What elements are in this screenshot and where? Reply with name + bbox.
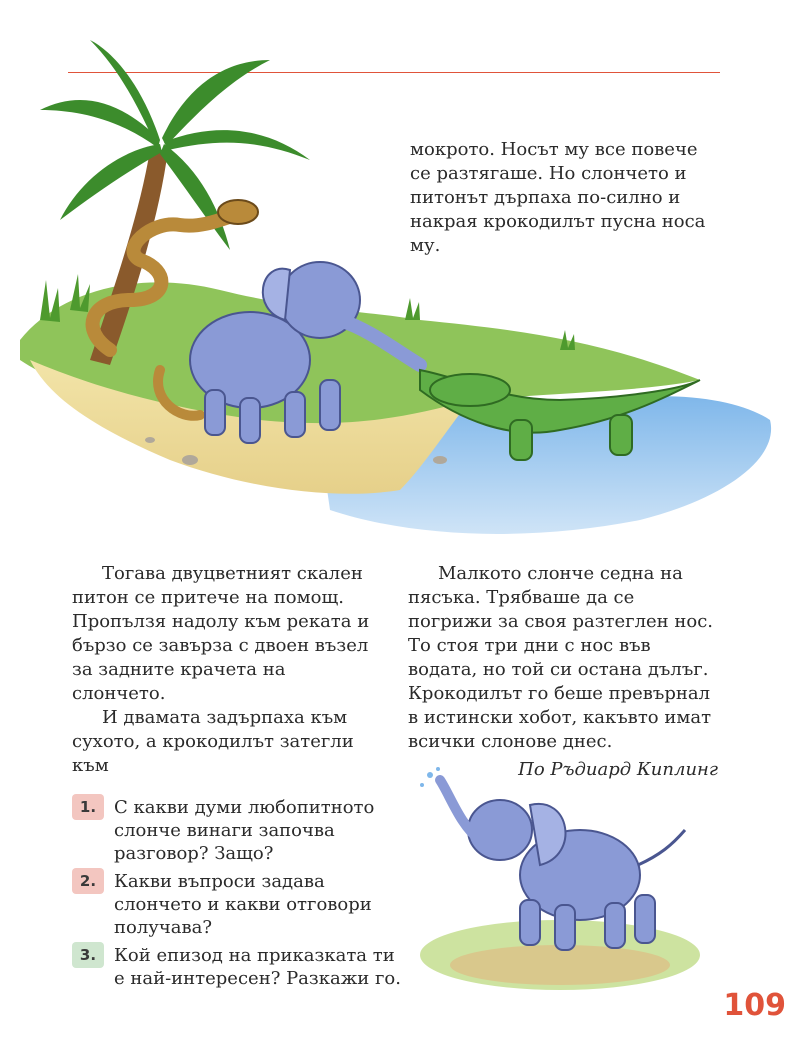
page-number: 109	[723, 988, 786, 1023]
top-paragraph: мокрото. Носът му все повече се разтягаше. Но слончето и питонът дърпаха по-силно и накрая крокодилът пусна носа му.	[410, 139, 706, 256]
right-paragraph-1: Малкото слонче седна на пясъка. Трябваше да се погрижи за своя разтеглен нос. То стоя три дни с нос във водата, но той си остана дълъг. Крокодилът го беше превърнал в истински хобот, какъвто имат всички слонове днес.	[408, 563, 714, 752]
question-number: 1.	[72, 794, 104, 820]
question-number: 3.	[72, 942, 104, 968]
question-text: Какви въпроси задава слончето и какви отговори получава?	[114, 871, 372, 938]
left-paragraph-2: И двамата задърпаха към сухото, а крокодилът затегли към	[72, 707, 354, 776]
illustration-small-elephant	[410, 765, 710, 995]
left-column	[72, 562, 372, 778]
top-text	[410, 138, 715, 258]
questions-list	[72, 796, 402, 995]
question-number: 2.	[72, 868, 104, 894]
question-item	[72, 944, 402, 990]
left-paragraph-1: Тогава двуцветният скален питон се притече на помощ. Пропълзя надолу към реката и бързо се завърза с двоен възел за задните крачета на слончето.	[72, 563, 370, 704]
attribution: По Ръдиард Киплинг	[518, 759, 718, 780]
question-text: Кой епизод на приказката ти е най-интересен? Разкажи го.	[114, 945, 401, 989]
question-text: С какви думи любопитното слонче винаги започва разговор? Защо?	[114, 797, 375, 864]
illustration-elephant-crocodile	[0, 20, 794, 560]
right-column	[408, 562, 718, 782]
question-item	[72, 796, 402, 865]
question-item	[72, 870, 402, 939]
